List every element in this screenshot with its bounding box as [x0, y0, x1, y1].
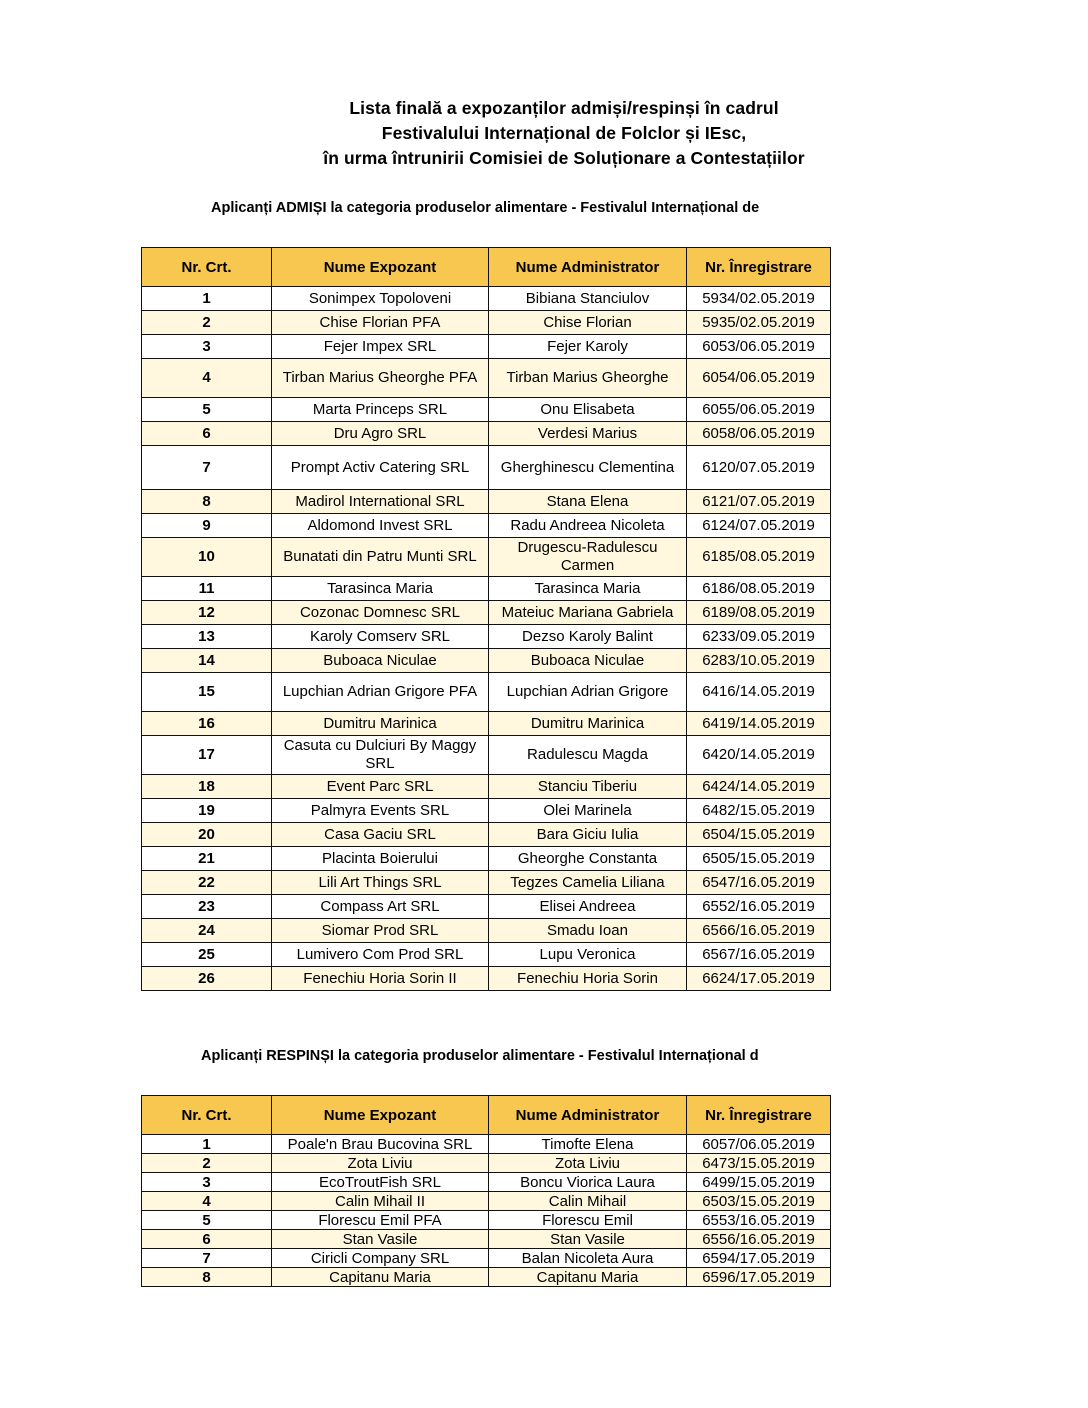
rejected-table	[141, 1095, 831, 1287]
table-row	[142, 514, 831, 538]
exhibitor-name: Poale'n Brau Bucovina SRL	[272, 1135, 489, 1154]
table-row	[142, 1249, 831, 1268]
registration-number: 6596/17.05.2019	[687, 1268, 831, 1287]
row-number: 22	[142, 871, 272, 895]
row-number: 12	[142, 601, 272, 625]
administrator-name: Chise Florian	[489, 311, 687, 335]
registration-number: 6121/07.05.2019	[687, 490, 831, 514]
table-row	[142, 1135, 831, 1154]
exhibitor-name: Ciricli Company SRL	[272, 1249, 489, 1268]
registration-number: 6566/16.05.2019	[687, 919, 831, 943]
table-row	[142, 1192, 831, 1211]
row-number: 18	[142, 775, 272, 799]
registration-number: 6419/14.05.2019	[687, 712, 831, 736]
table-row	[142, 775, 831, 799]
row-number: 1	[142, 287, 272, 311]
registration-number: 6120/07.05.2019	[687, 446, 831, 490]
row-number: 14	[142, 649, 272, 673]
administrator-name: Gheorghe Constanta	[489, 847, 687, 871]
administrator-name: Lupu Veronica	[489, 943, 687, 967]
administrator-name: Smadu Ioan	[489, 919, 687, 943]
exhibitor-name: Cozonac Domnesc SRL	[272, 601, 489, 625]
registration-number: 6556/16.05.2019	[687, 1230, 831, 1249]
registration-number: 6567/16.05.2019	[687, 943, 831, 967]
exhibitor-name: Tirban Marius Gheorghe PFA	[272, 359, 489, 398]
exhibitor-name: Fenechiu Horia Sorin II	[272, 967, 489, 991]
registration-number: 6420/14.05.2019	[687, 736, 831, 775]
title-line: Lista finală a expozanților admiși/respinși în cadrul	[349, 98, 779, 118]
title-line: Festivalului Internațional de Folclor și IEsc,	[381, 123, 747, 143]
row-number: 24	[142, 919, 272, 943]
administrator-name: Drugescu-Radulescu Carmen	[489, 538, 687, 577]
table-row	[142, 577, 831, 601]
row-number: 5	[142, 398, 272, 422]
column-header-nr: Nr. Crt.	[142, 248, 272, 287]
column-header-administrator: Nume Administrator	[489, 248, 687, 287]
row-number: 7	[142, 446, 272, 490]
registration-number: 6499/15.05.2019	[687, 1173, 831, 1192]
administrator-name: Florescu Emil	[489, 1211, 687, 1230]
exhibitor-name: Dumitru Marinica	[272, 712, 489, 736]
registration-number: 6505/15.05.2019	[687, 847, 831, 871]
table-row	[142, 673, 831, 712]
table-row	[142, 335, 831, 359]
exhibitor-name: Compass Art SRL	[272, 895, 489, 919]
column-header-exhibitor: Nume Expozant	[272, 248, 489, 287]
exhibitor-name: Florescu Emil PFA	[272, 1211, 489, 1230]
table-row	[142, 799, 831, 823]
table-row	[142, 287, 831, 311]
table-row	[142, 847, 831, 871]
column-header-nr: Nr. Crt.	[142, 1096, 272, 1135]
administrator-name: Capitanu Maria	[489, 1268, 687, 1287]
rejected-table-body	[142, 1135, 831, 1287]
table-row	[142, 1268, 831, 1287]
row-number: 7	[142, 1249, 272, 1268]
registration-number: 6124/07.05.2019	[687, 514, 831, 538]
registration-number: 6233/09.05.2019	[687, 625, 831, 649]
table-row	[142, 625, 831, 649]
registration-number: 6482/15.05.2019	[687, 799, 831, 823]
registration-number: 6473/15.05.2019	[687, 1154, 831, 1173]
exhibitor-name: Chise Florian PFA	[272, 311, 489, 335]
row-number: 8	[142, 490, 272, 514]
registration-number: 6547/16.05.2019	[687, 871, 831, 895]
table-row	[142, 871, 831, 895]
administrator-name: Olei Marinela	[489, 799, 687, 823]
exhibitor-name: Karoly Comserv SRL	[272, 625, 489, 649]
table-header-row	[142, 1096, 831, 1135]
table-row	[142, 601, 831, 625]
exhibitor-name: Casa Gaciu SRL	[272, 823, 489, 847]
row-number: 16	[142, 712, 272, 736]
row-number: 2	[142, 311, 272, 335]
document-title	[0, 96, 1088, 171]
administrator-name: Stana Elena	[489, 490, 687, 514]
row-number: 4	[142, 359, 272, 398]
table-row	[142, 823, 831, 847]
exhibitor-name: Casuta cu Dulciuri By Maggy SRL	[272, 736, 489, 775]
row-number: 2	[142, 1154, 272, 1173]
exhibitor-name: Stan Vasile	[272, 1230, 489, 1249]
exhibitor-name: Fejer Impex SRL	[272, 335, 489, 359]
registration-number: 5935/02.05.2019	[687, 311, 831, 335]
registration-number: 6055/06.05.2019	[687, 398, 831, 422]
column-header-registration: Nr. Înregistrare	[687, 1096, 831, 1135]
table-row	[142, 311, 831, 335]
rejected-section-heading: Aplicanți RESPINȘI la categoria produselor alimentare - Festivalul Internațional d	[201, 1048, 759, 1064]
row-number: 10	[142, 538, 272, 577]
row-number: 3	[142, 1173, 272, 1192]
row-number: 9	[142, 514, 272, 538]
registration-number: 6058/06.05.2019	[687, 422, 831, 446]
administrator-name: Tarasinca Maria	[489, 577, 687, 601]
exhibitor-name: Sonimpex Topoloveni	[272, 287, 489, 311]
table-row	[142, 649, 831, 673]
registration-number: 6624/17.05.2019	[687, 967, 831, 991]
exhibitor-name: Bunatati din Patru Munti SRL	[272, 538, 489, 577]
administrator-name: Balan Nicoleta Aura	[489, 1249, 687, 1268]
table-row	[142, 359, 831, 398]
administrator-name: Zota Liviu	[489, 1154, 687, 1173]
row-number: 25	[142, 943, 272, 967]
administrator-name: Bibiana Stanciulov	[489, 287, 687, 311]
table-row	[142, 446, 831, 490]
table-row	[142, 712, 831, 736]
exhibitor-name: Lupchian Adrian Grigore PFA	[272, 673, 489, 712]
registration-number: 6424/14.05.2019	[687, 775, 831, 799]
exhibitor-name: Calin Mihail II	[272, 1192, 489, 1211]
exhibitor-name: Palmyra Events SRL	[272, 799, 489, 823]
table-row	[142, 422, 831, 446]
exhibitor-name: Capitanu Maria	[272, 1268, 489, 1287]
registration-number: 6189/08.05.2019	[687, 601, 831, 625]
exhibitor-name: Buboaca Niculae	[272, 649, 489, 673]
registration-number: 6185/08.05.2019	[687, 538, 831, 577]
administrator-name: Timofte Elena	[489, 1135, 687, 1154]
registration-number: 5934/02.05.2019	[687, 287, 831, 311]
administrator-name: Mateiuc Mariana Gabriela	[489, 601, 687, 625]
exhibitor-name: Lumivero Com Prod SRL	[272, 943, 489, 967]
row-number: 1	[142, 1135, 272, 1154]
exhibitor-name: Aldomond Invest SRL	[272, 514, 489, 538]
row-number: 19	[142, 799, 272, 823]
administrator-name: Boncu Viorica Laura	[489, 1173, 687, 1192]
row-number: 17	[142, 736, 272, 775]
row-number: 21	[142, 847, 272, 871]
row-number: 6	[142, 422, 272, 446]
title-line: în urma întrunirii Comisiei de Soluționare a Contestațiilor	[323, 148, 805, 168]
table-row	[142, 943, 831, 967]
registration-number: 6416/14.05.2019	[687, 673, 831, 712]
exhibitor-name: Tarasinca Maria	[272, 577, 489, 601]
exhibitor-name: Prompt Activ Catering SRL	[272, 446, 489, 490]
administrator-name: Stanciu Tiberiu	[489, 775, 687, 799]
row-number: 23	[142, 895, 272, 919]
exhibitor-name: Madirol International SRL	[272, 490, 489, 514]
table-row	[142, 490, 831, 514]
table-row	[142, 398, 831, 422]
administrator-name: Fejer Karoly	[489, 335, 687, 359]
administrator-name: Radulescu Magda	[489, 736, 687, 775]
administrator-name: Stan Vasile	[489, 1230, 687, 1249]
administrator-name: Tirban Marius Gheorghe	[489, 359, 687, 398]
table-row	[142, 967, 831, 991]
administrator-name: Radu Andreea Nicoleta	[489, 514, 687, 538]
table-row	[142, 919, 831, 943]
row-number: 26	[142, 967, 272, 991]
registration-number: 6053/06.05.2019	[687, 335, 831, 359]
administrator-name: Verdesi Marius	[489, 422, 687, 446]
exhibitor-name: Zota Liviu	[272, 1154, 489, 1173]
row-number: 13	[142, 625, 272, 649]
registration-number: 6283/10.05.2019	[687, 649, 831, 673]
table-header-row	[142, 248, 831, 287]
table-row	[142, 1230, 831, 1249]
registration-number: 6594/17.05.2019	[687, 1249, 831, 1268]
administrator-name: Lupchian Adrian Grigore	[489, 673, 687, 712]
exhibitor-name: Dru Agro SRL	[272, 422, 489, 446]
administrator-name: Dumitru Marinica	[489, 712, 687, 736]
administrator-name: Bara Giciu Iulia	[489, 823, 687, 847]
row-number: 4	[142, 1192, 272, 1211]
registration-number: 6054/06.05.2019	[687, 359, 831, 398]
table-row	[142, 736, 831, 775]
column-header-exhibitor: Nume Expozant	[272, 1096, 489, 1135]
administrator-name: Fenechiu Horia Sorin	[489, 967, 687, 991]
column-header-administrator: Nume Administrator	[489, 1096, 687, 1135]
admitted-table	[141, 247, 831, 991]
row-number: 6	[142, 1230, 272, 1249]
admitted-section-heading: Aplicanți ADMIȘI la categoria produselor alimentare - Festivalul Internațional de	[211, 200, 760, 216]
administrator-name: Gherghinescu Clementina	[489, 446, 687, 490]
administrator-name: Calin Mihail	[489, 1192, 687, 1211]
column-header-registration: Nr. Înregistrare	[687, 248, 831, 287]
exhibitor-name: EcoTroutFish SRL	[272, 1173, 489, 1192]
registration-number: 6057/06.05.2019	[687, 1135, 831, 1154]
exhibitor-name: Marta Princeps SRL	[272, 398, 489, 422]
exhibitor-name: Event Parc SRL	[272, 775, 489, 799]
administrator-name: Tegzes Camelia Liliana	[489, 871, 687, 895]
administrator-name: Buboaca Niculae	[489, 649, 687, 673]
registration-number: 6553/16.05.2019	[687, 1211, 831, 1230]
registration-number: 6503/15.05.2019	[687, 1192, 831, 1211]
registration-number: 6552/16.05.2019	[687, 895, 831, 919]
table-row	[142, 895, 831, 919]
table-row	[142, 1211, 831, 1230]
administrator-name: Dezso Karoly Balint	[489, 625, 687, 649]
administrator-name: Elisei Andreea	[489, 895, 687, 919]
row-number: 20	[142, 823, 272, 847]
table-row	[142, 538, 831, 577]
row-number: 15	[142, 673, 272, 712]
table-row	[142, 1154, 831, 1173]
admitted-table-body	[142, 287, 831, 991]
exhibitor-name: Lili Art Things SRL	[272, 871, 489, 895]
administrator-name: Onu Elisabeta	[489, 398, 687, 422]
registration-number: 6504/15.05.2019	[687, 823, 831, 847]
table-row	[142, 1173, 831, 1192]
row-number: 5	[142, 1211, 272, 1230]
exhibitor-name: Siomar Prod SRL	[272, 919, 489, 943]
row-number: 8	[142, 1268, 272, 1287]
row-number: 3	[142, 335, 272, 359]
row-number: 11	[142, 577, 272, 601]
registration-number: 6186/08.05.2019	[687, 577, 831, 601]
exhibitor-name: Placinta Boierului	[272, 847, 489, 871]
